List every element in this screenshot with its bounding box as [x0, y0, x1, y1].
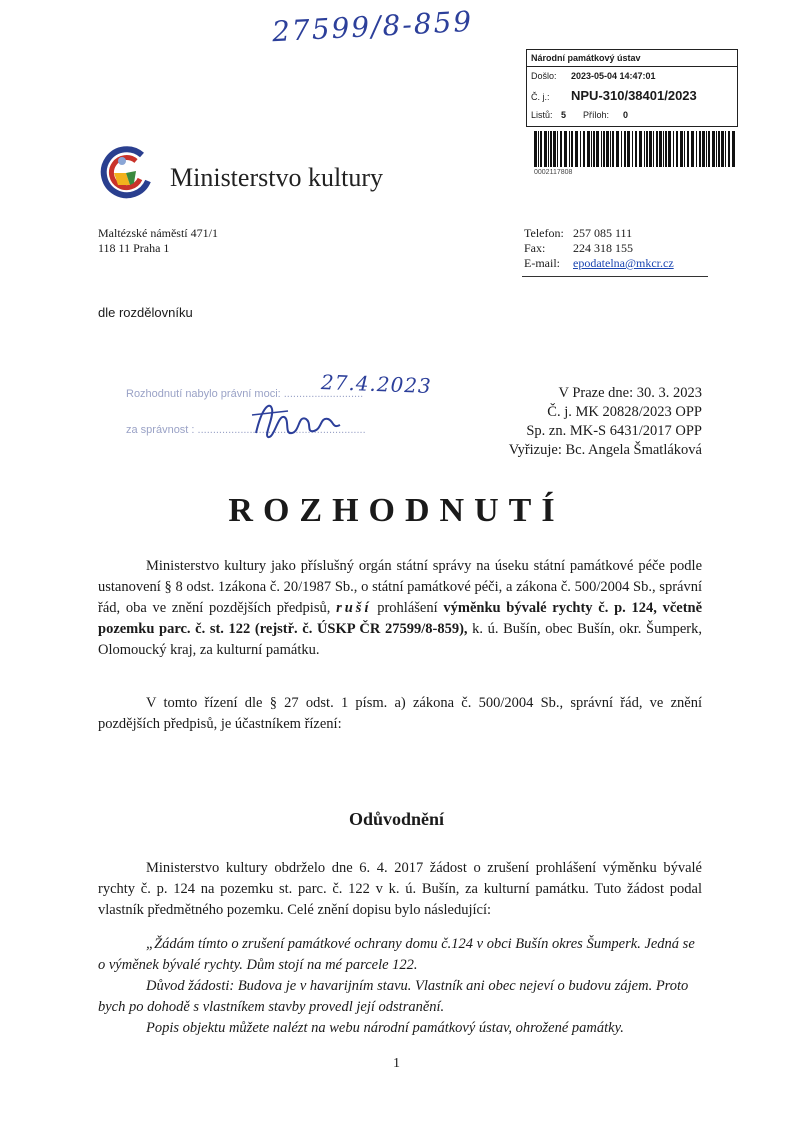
barcode-bar [564, 131, 567, 167]
decision-subject: výměnku bývalé rychty č. p. 124, včetně pozemku parc. č. st. 122 (rejstř. č. ÚSKP ČR 27599/8-859), [98, 600, 703, 637]
barcode-bar [699, 131, 701, 167]
barcode-bar [544, 131, 547, 167]
decision-paragraph [98, 556, 702, 661]
barcode-bar [616, 131, 619, 167]
decision-text-b: prohlášení [377, 600, 438, 616]
stamp-ref-value: NPU-310/38401/2023 [571, 88, 697, 103]
reasoning-paragraph: Ministerstvo kultury obdrželo dne 6. 4. 2017 žádost o zrušení prohlášení výměnku bývalé rychty č. p. 124 na pozemku st. parc. č. 122 v k. ú. Bušín, za kulturní památku. Tuto žádost podal vlastník předmětného pozemku. Celé znění dopisu bylo následující: [98, 860, 702, 918]
barcode-bar [673, 131, 674, 167]
barcode-bar [716, 131, 717, 167]
stamp-institution: Národní památkový ústav [531, 53, 641, 63]
contact-divider [522, 276, 708, 277]
barcode-bar [560, 131, 562, 167]
handler: Vyřizuje: Bc. Angela Šmatláková [508, 442, 702, 458]
address-line-2: 118 11 Praha 1 [98, 241, 170, 255]
stamp-sheets-label: Listů: [531, 110, 553, 120]
fax-value: 224 318 155 [573, 241, 633, 255]
handwritten-reference: 27599/8-859 [271, 4, 474, 49]
barcode-bar [593, 131, 595, 167]
stamp-attachments-label: Příloh: [583, 110, 610, 120]
barcode-bar [712, 131, 715, 167]
barcode-bar [696, 131, 697, 167]
barcode-bar [534, 131, 537, 167]
decision-text-c: k. ú. Bušín, obec Bušín, okr. Šumperk, Olomoucký kraj, za kulturní památku. [98, 621, 702, 658]
barcode-bar [632, 131, 633, 167]
barcode-bar [646, 131, 648, 167]
barcode-bar [548, 131, 549, 167]
stamp-sheets-value: 5 [561, 110, 567, 120]
barcode-bar [649, 131, 652, 167]
barcode-bar [663, 131, 664, 167]
reference-number: Č. j. MK 20828/2023 OPP [547, 404, 702, 420]
handwritten-signature [248, 395, 348, 445]
fax-label: Fax: [524, 241, 546, 255]
barcode-bar [653, 131, 654, 167]
barcode-bar [540, 131, 542, 167]
barcode-bar [596, 131, 599, 167]
quoted-request [98, 934, 702, 1039]
barcode-bar [621, 131, 622, 167]
issue-date: V Praze dne: 30. 3. 2023 [558, 385, 702, 401]
barcode-bar [728, 131, 730, 167]
barcode-bar [606, 131, 609, 167]
quote-line: Popis objektu můžete nalézt na webu národní památkový ústav, ohrožené památky. [146, 1020, 624, 1036]
document-title: ROZHODNUTÍ [228, 492, 565, 529]
stamp-ref-label: Č. j.: [531, 92, 550, 102]
address-line-1: Maltézské náměstí 471/1 [98, 226, 218, 240]
barcode-bar [691, 131, 694, 167]
decision-verb: ruší [336, 600, 372, 616]
ministry-name: Ministerstvo kultury [170, 163, 384, 192]
barcode-bar [635, 131, 637, 167]
barcode-bar [718, 131, 720, 167]
participants-paragraph: V tomto řízení dle § 27 odst. 1 písm. a) zákona č. 500/2004 Sb., správní řád, ve znění pozdějších předpisů, je účastníkem řízení: [98, 695, 702, 732]
barcode-bar [659, 131, 662, 167]
phone-value: 257 085 111 [573, 226, 633, 240]
barcode-bar [591, 131, 592, 167]
contact-block [524, 226, 674, 271]
barcode-bar [553, 131, 556, 167]
barcode-bar [557, 131, 558, 167]
phone-label: Telefon: [524, 226, 564, 240]
stamp-attachments-value: 0 [623, 110, 629, 120]
barcode-bar [706, 131, 707, 167]
quote-line: Důvod žádosti: Budova je v havarijním stavu. Vlastník ani obec nejeví o budovu zájem. Proto bych po dohodě s vlastníkem stavby provedl její odstranění. [98, 978, 689, 1015]
barcode-bar [601, 131, 602, 167]
barcode-bar [725, 131, 726, 167]
barcode-bar [580, 131, 581, 167]
barcode-bar [624, 131, 626, 167]
ministry-of-culture-logo-icon [96, 143, 158, 199]
barcode-bar [538, 131, 539, 167]
barcode-bar [603, 131, 605, 167]
legal-effect-date: 27.4.2023 [320, 370, 433, 398]
barcode-bar [571, 131, 573, 167]
barcode-bar [644, 131, 645, 167]
barcode-bar [708, 131, 710, 167]
reasoning-heading: Odůvodnění [348, 809, 445, 829]
email-link[interactable]: epodatelna@mkcr.cz [573, 256, 674, 270]
page-number: 1 [393, 1056, 400, 1071]
barcode-bar [665, 131, 667, 167]
barcode-bar [687, 131, 689, 167]
barcode-bar [587, 131, 590, 167]
barcode-bar [583, 131, 585, 167]
distribution-note: dle rozdělovníku [98, 305, 193, 320]
barcode-bar [575, 131, 578, 167]
quote-line: „Žádám tímto o zrušení památkové ochrany domu č.124 v obci Bušín okres Šumperk. Jedná se o výměnek bývalé rychty. Dům stojí na mé parcele 122. [98, 936, 695, 973]
barcode-bar [732, 131, 735, 167]
barcode-bar [680, 131, 683, 167]
file-number: Sp. zn. MK-S 6431/2017 OPP [526, 423, 702, 439]
barcode-bar [656, 131, 658, 167]
decision-text-a: Ministerstvo kultury jako příslušný orgán státní správy na úseku státní památkové péče podle ustanovení § 8 odst. 1zákona č. 20/1987 Sb., o státní památkové péči, a zákona č. 500/2004 Sb., správní řád, oba ve znění pozdějších předpisů, [98, 558, 702, 616]
barcode-bar [627, 131, 630, 167]
receipt-stamp [526, 49, 738, 127]
barcode-bar [702, 131, 705, 167]
barcode-bar [639, 131, 642, 167]
barcode-bar [610, 131, 611, 167]
barcode-bar [684, 131, 685, 167]
barcode-number: 0002117808 [534, 169, 573, 176]
barcode-bar [721, 131, 724, 167]
email-label: E-mail: [524, 256, 560, 270]
barcode-bar [569, 131, 570, 167]
barcode-bar [612, 131, 614, 167]
stamp-received-label: Došlo: [531, 71, 557, 81]
legal-effect-line: Rozhodnutí nabylo právní moci: .......................... [126, 388, 364, 400]
sender-address [98, 226, 218, 256]
barcode-bar [676, 131, 678, 167]
correctness-line: za správnost : ....................................................... [126, 424, 366, 436]
stamp-received-value: 2023-05-04 14:47:01 [571, 71, 656, 81]
barcode-bar [668, 131, 671, 167]
reference-block [509, 384, 702, 460]
barcode-bar [550, 131, 552, 167]
